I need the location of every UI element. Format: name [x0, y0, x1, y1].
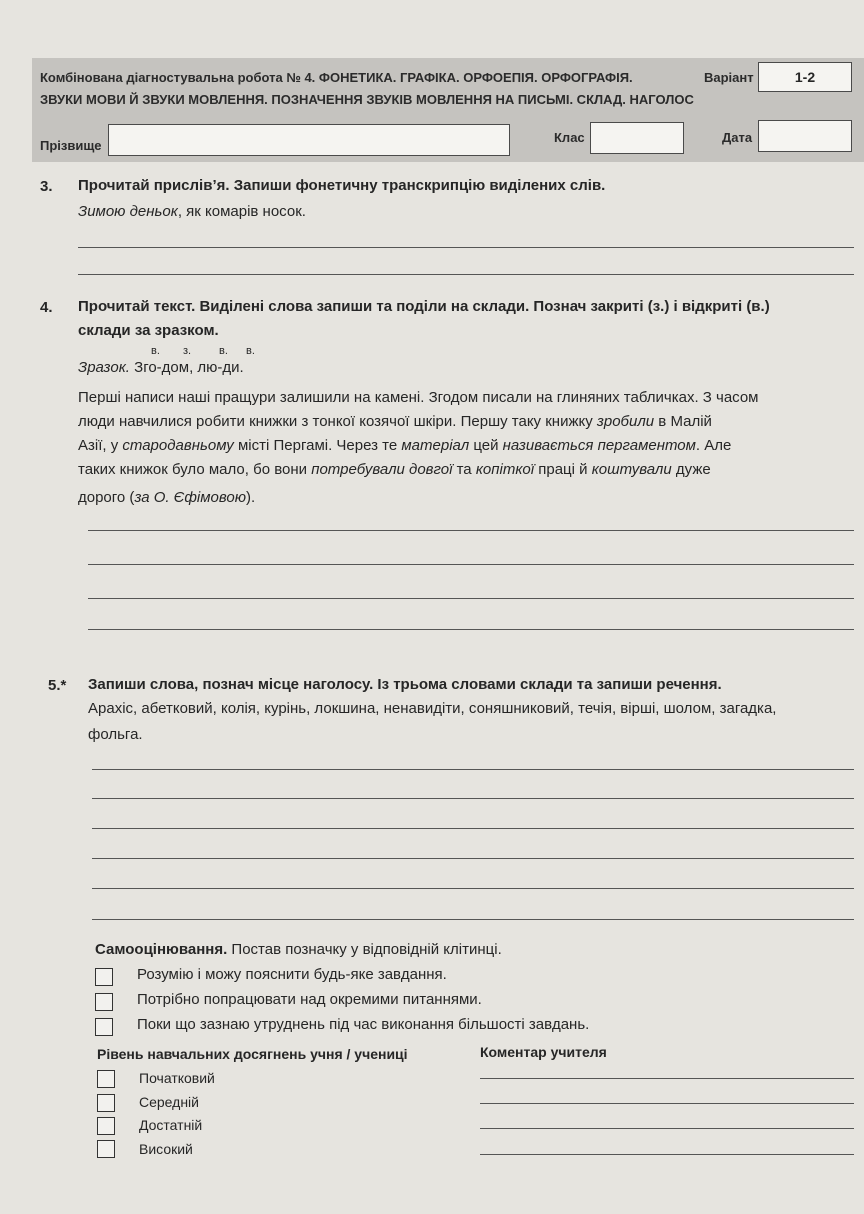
task3-title: Прочитай прислів’я. Запиши фонетичну транскрипцію виділених слів.	[78, 177, 606, 194]
answer-line[interactable]	[92, 798, 854, 799]
self-assessment-checkbox[interactable]	[95, 968, 113, 986]
level-checkbox[interactable]	[97, 1070, 115, 1088]
task4-title-line2: склади за зразком.	[78, 322, 219, 339]
answer-line[interactable]	[88, 564, 854, 565]
surname-label: Прізвище	[40, 138, 102, 153]
task5-number: 5.*	[48, 677, 67, 694]
syllable-mark: в.	[246, 345, 255, 357]
task4-text-line: Азії, у стародавньому місті Пергамі. Через те матеріал цей називається пергаментом. Але	[78, 437, 732, 454]
answer-line[interactable]	[88, 629, 854, 630]
comment-line[interactable]	[480, 1078, 854, 1079]
self-assessment-title	[95, 938, 502, 962]
self-assessment-title-rest: Постав позначку у відповідній клітинці.	[227, 941, 502, 958]
task4-text-line: люди навчилися робити книжки з тонкої козячої шкіри. Першу таку книжку зробили в Малій	[78, 413, 712, 430]
self-assessment-checkbox[interactable]	[95, 993, 113, 1011]
task5-title: Запиши слова, познач місце наголосу. Із трьома словами склади та запиши речення.	[88, 676, 722, 693]
level-option: Достатній	[139, 1117, 203, 1133]
answer-line[interactable]	[92, 919, 854, 920]
task5-words-line1: Арахіс, абетковий, колія, курінь, локшина, ненавидіти, соняшниковий, течія, вірші, шолом, загадка,	[88, 700, 777, 717]
answer-line[interactable]	[92, 769, 854, 770]
comment-line[interactable]	[480, 1103, 854, 1104]
level-checkbox[interactable]	[97, 1117, 115, 1135]
class-field[interactable]	[590, 122, 684, 154]
self-assessment-title-bold: Самооцінювання.	[95, 941, 228, 958]
task4-number: 4.	[40, 299, 53, 316]
syllable-mark: з.	[183, 345, 192, 357]
task3-number: 3.	[40, 178, 53, 195]
surname-field[interactable]	[108, 124, 510, 156]
variant-label: Варіант	[704, 70, 754, 85]
answer-line[interactable]	[88, 598, 854, 599]
worksheet-header	[32, 58, 864, 162]
answer-line[interactable]	[88, 530, 854, 531]
header-title-line2: ЗВУКИ МОВИ Й ЗВУКИ МОВЛЕННЯ. ПОЗНАЧЕННЯ ЗВУКІВ МОВЛЕННЯ НА ПИСЬМІ. СКЛАД. НАГОЛОС	[40, 92, 694, 107]
class-label: Клас	[554, 130, 585, 145]
task4-text-line: таких книжок було мало, бо вони потребували довгої та копіткої праці й коштували дуже	[78, 461, 711, 478]
task4-title-line1: Прочитай текст. Виділені слова запиши та поділи на склади. Познач закриті (з.) і відкриті (в.)	[78, 298, 770, 315]
level-checkbox[interactable]	[97, 1140, 115, 1158]
level-option: Середній	[139, 1094, 199, 1110]
self-assessment-option: Поки що зазнаю утруднень під час виконання більшості завдань.	[137, 1016, 590, 1033]
syllable-mark: в.	[219, 345, 228, 357]
level-checkbox[interactable]	[97, 1094, 115, 1112]
level-option: Початковий	[139, 1070, 215, 1086]
task3-proverb	[78, 200, 306, 224]
comment-line[interactable]	[480, 1154, 854, 1155]
variant-value: 1-2	[794, 69, 816, 85]
answer-line[interactable]	[78, 247, 854, 248]
answer-line[interactable]	[92, 858, 854, 859]
answer-line[interactable]	[78, 274, 854, 275]
answer-line[interactable]	[92, 828, 854, 829]
task3-proverb-emphasis: Зимою деньок	[78, 203, 178, 220]
answer-line[interactable]	[92, 888, 854, 889]
teacher-comment-title: Коментар учителя	[480, 1044, 607, 1060]
task3-proverb-rest: , як комарів носок.	[177, 203, 306, 220]
self-assessment-option: Потрібно попрацювати над окремими питаннями.	[137, 991, 482, 1008]
task4-text-line: дорого (за О. Єфімовою).	[78, 489, 256, 506]
date-label: Дата	[722, 130, 753, 145]
levels-title: Рівень навчальних досягнень учня / учениці	[97, 1046, 408, 1062]
self-assessment-option: Розумію і можу пояснити будь-яке завдання.	[137, 966, 447, 983]
syllable-mark: в.	[151, 345, 160, 357]
date-field[interactable]	[758, 120, 852, 152]
comment-line[interactable]	[480, 1128, 854, 1129]
self-assessment-checkbox[interactable]	[95, 1018, 113, 1036]
level-option: Високий	[139, 1141, 193, 1157]
task5-words-line2: фольга.	[88, 726, 143, 743]
variant-box	[758, 62, 852, 92]
task4-text-line: Перші написи наші пращури залишили на камені. Згодом писали на глиняних табличках. З часом	[78, 389, 759, 406]
header-title-line1: Комбінована діагностувальна робота № 4. ФОНЕТИКА. ГРАФІКА. ОРФОЕПІЯ. ОРФОГРАФІЯ.	[40, 70, 633, 85]
task4-sample	[78, 356, 244, 380]
sample-label: Зразок.	[78, 359, 130, 376]
sample-text: Зго-дом, лю-ди.	[129, 359, 244, 376]
